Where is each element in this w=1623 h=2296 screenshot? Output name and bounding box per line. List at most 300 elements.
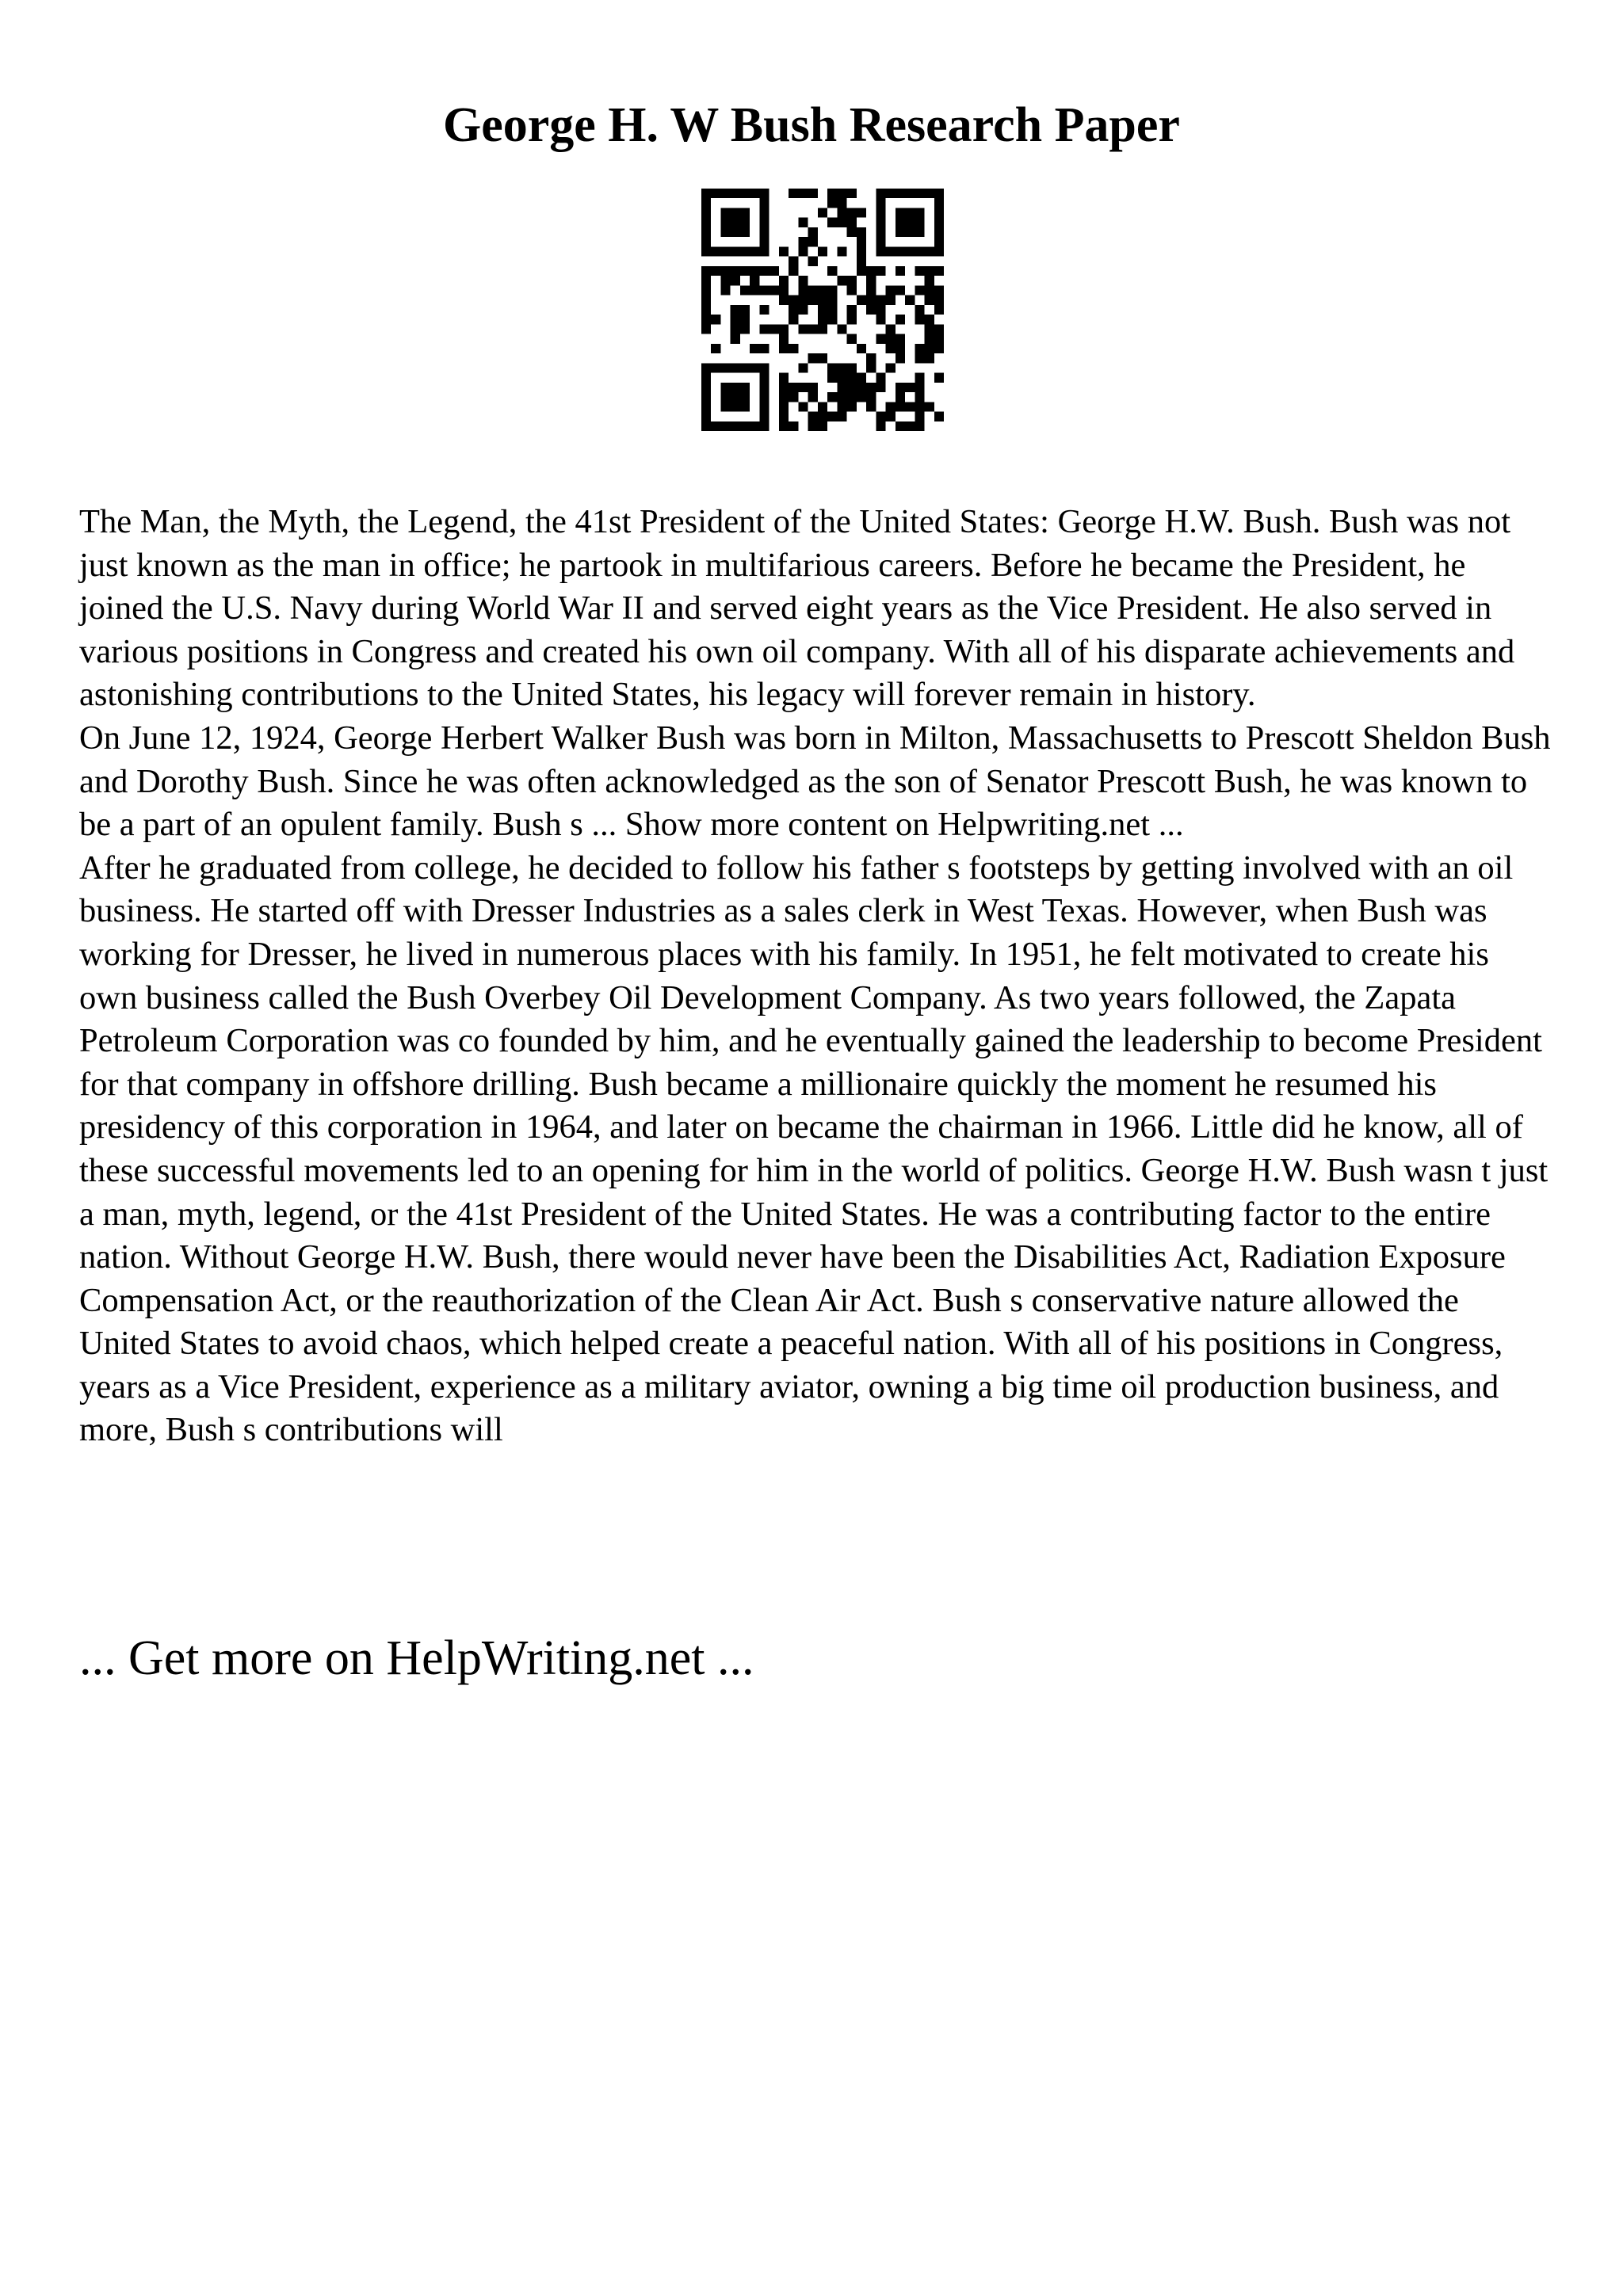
qr-module (847, 383, 857, 392)
qr-module (798, 285, 808, 295)
qr-module (731, 276, 740, 285)
qr-module (827, 373, 837, 383)
qr-module (934, 373, 944, 383)
qr-module (701, 266, 711, 276)
qr-module (896, 218, 905, 227)
qr-module (740, 324, 750, 334)
qr-module (731, 208, 740, 217)
qr-module (731, 402, 740, 411)
qr-module (915, 246, 924, 256)
qr-module (934, 324, 944, 334)
qr-module (740, 208, 750, 217)
qr-module (769, 266, 779, 276)
qr-module (701, 296, 711, 305)
qr-module (857, 373, 866, 383)
qr-module (759, 208, 769, 217)
qr-module (731, 218, 740, 227)
qr-module (731, 383, 740, 392)
qr-module (876, 305, 885, 315)
qr-module (759, 392, 769, 402)
qr-module (866, 266, 876, 276)
qr-module (720, 402, 730, 411)
qr-module (818, 421, 827, 431)
qr-module (925, 296, 934, 305)
qr-module (798, 305, 808, 315)
qr-module (905, 218, 915, 227)
qr-module (711, 421, 720, 431)
qr-module (740, 363, 750, 372)
qr-module (759, 285, 769, 295)
qr-module (740, 421, 750, 431)
qr-module (720, 218, 730, 227)
qr-module (769, 285, 779, 295)
qr-module (701, 208, 711, 217)
qr-module (837, 324, 846, 334)
qr-module (779, 276, 789, 285)
qr-module (886, 324, 896, 334)
qr-module (701, 285, 711, 295)
qr-module (837, 198, 846, 208)
qr-module (886, 334, 896, 344)
qr-module (896, 392, 905, 402)
qr-module (847, 373, 857, 383)
qr-module (759, 198, 769, 208)
qr-module (837, 276, 846, 285)
qr-module (915, 412, 924, 421)
qr-module (798, 296, 808, 305)
qr-module (759, 246, 769, 256)
qr-module (876, 218, 885, 227)
qr-module (847, 227, 857, 237)
qr-module (720, 189, 730, 198)
qr-module (857, 227, 866, 237)
qr-module (798, 246, 808, 256)
qr-module (769, 324, 779, 334)
qr-module (915, 344, 924, 353)
qr-module (740, 266, 750, 276)
qr-module (915, 305, 924, 315)
qr-module (934, 296, 944, 305)
qr-module (779, 392, 789, 402)
qr-module (701, 315, 711, 324)
document-body (79, 501, 1553, 1452)
paragraph-early-life: On June 12, 1924, George Herbert Walker Bush was born in Milton, Massachusetts to Prescott Sheldon Bush and Dorothy Bush. Since he was often acknowledged as the son of Senator Prescott Bush, he was known to be a part of an opulent family. Bush s ... Show more content on Helpwriting.net ... (79, 719, 1551, 844)
qr-module (847, 285, 857, 295)
qr-module (827, 392, 837, 402)
qr-module (925, 189, 934, 198)
qr-module (789, 315, 798, 324)
qr-module (808, 392, 818, 402)
qr-module (876, 189, 885, 198)
qr-module (857, 208, 866, 217)
qr-module (886, 412, 896, 421)
qr-module (789, 296, 798, 305)
qr-module (827, 266, 837, 276)
qr-module (847, 218, 857, 227)
qr-module (925, 344, 934, 353)
qr-module (896, 402, 905, 411)
qr-module (847, 363, 857, 372)
qr-module (759, 373, 769, 383)
qr-module (720, 383, 730, 392)
qr-module (750, 276, 759, 285)
qr-module (759, 383, 769, 392)
qr-module (701, 276, 711, 285)
qr-module (740, 227, 750, 237)
qr-module (934, 285, 944, 295)
qr-module (731, 363, 740, 372)
qr-module (731, 227, 740, 237)
qr-module (847, 402, 857, 411)
qr-module (915, 208, 924, 217)
qr-module (731, 189, 740, 198)
qr-module (934, 218, 944, 227)
qr-module (896, 334, 905, 344)
qr-module (925, 246, 934, 256)
qr-module (720, 266, 730, 276)
qr-module (857, 344, 866, 353)
qr-module (701, 324, 711, 334)
qr-module (808, 353, 818, 363)
qr-module (701, 198, 711, 208)
qr-module (886, 246, 896, 256)
qr-module (808, 257, 818, 266)
qr-module (847, 315, 857, 324)
qr-module (711, 189, 720, 198)
qr-module (896, 189, 905, 198)
qr-module (731, 266, 740, 276)
qr-module (740, 402, 750, 411)
qr-module (934, 227, 944, 237)
qr-module (779, 421, 789, 431)
qr-module (837, 189, 846, 198)
qr-module (827, 305, 837, 315)
qr-module (701, 421, 711, 431)
qr-module (818, 324, 827, 334)
qr-module (701, 189, 711, 198)
qr-module (866, 402, 876, 411)
qr-module (808, 296, 818, 305)
qr-module (857, 383, 866, 392)
qr-module (808, 421, 818, 431)
qr-module (750, 266, 759, 276)
qr-module (905, 227, 915, 237)
qr-module (876, 266, 885, 276)
qr-module (876, 412, 885, 421)
qr-module (866, 296, 876, 305)
qr-module (896, 208, 905, 217)
qr-module (789, 189, 798, 198)
qr-module (808, 324, 818, 334)
qr-module (934, 266, 944, 276)
qr-module (925, 266, 934, 276)
qr-module (711, 363, 720, 372)
qr-module (925, 276, 934, 285)
qr-module (837, 363, 846, 372)
qr-module (818, 296, 827, 305)
qr-module (827, 218, 837, 227)
qr-module (759, 412, 769, 421)
qr-module (866, 363, 876, 372)
qr-module (818, 208, 827, 217)
qr-module (905, 421, 915, 431)
qr-module (720, 392, 730, 402)
qr-module (750, 246, 759, 256)
qr-module (925, 315, 934, 324)
qr-module (779, 324, 789, 334)
qr-module (759, 237, 769, 246)
qr-module (720, 285, 730, 295)
qr-module (818, 412, 827, 421)
qr-module (915, 392, 924, 402)
qr-module (759, 363, 769, 372)
qr-module (720, 276, 730, 285)
qr-module (934, 237, 944, 246)
qr-module (915, 373, 924, 383)
qr-module (925, 285, 934, 295)
qr-module (915, 189, 924, 198)
qr-module (905, 296, 915, 305)
qr-module (740, 383, 750, 392)
qr-module (701, 305, 711, 315)
qr-module (847, 305, 857, 315)
qr-module (759, 227, 769, 237)
qr-module (886, 402, 896, 411)
qr-module (827, 198, 837, 208)
qr-module (701, 363, 711, 372)
paragraph-intro: The Man, the Myth, the Legend, the 41st President of the United States: George H.W. Bush. Bush was not just known as the man in office; he partook in multifarious careers. Before he became the President, he joined the U.S. Navy during World War II and served eight years as the Vice President. He also served in various positions in Congress and created his own oil company. With all of his disparate achievements and astonishing contributions to the United States, his legacy will forever remain in history. (79, 503, 1515, 714)
qr-module (701, 246, 711, 256)
qr-module (731, 392, 740, 402)
qr-module (789, 344, 798, 353)
qr-module (886, 363, 896, 372)
qr-module (837, 246, 846, 256)
qr-module (866, 392, 876, 402)
qr-module (925, 353, 934, 363)
qr-module (808, 383, 818, 392)
qr-module (915, 353, 924, 363)
qr-module (886, 344, 896, 353)
qr-module (876, 246, 885, 256)
qr-module (701, 402, 711, 411)
qr-module (731, 246, 740, 256)
qr-module (731, 324, 740, 334)
qr-module (847, 276, 857, 285)
qr-module (779, 383, 789, 392)
qr-module (818, 353, 827, 363)
qr-module (779, 334, 789, 344)
qr-module (876, 315, 885, 324)
qr-module (808, 227, 818, 237)
qr-module (827, 412, 837, 421)
qr-module (866, 353, 876, 363)
qr-module (866, 285, 876, 295)
qr-module (731, 315, 740, 324)
qr-module (818, 402, 827, 411)
qr-module (915, 285, 924, 295)
qr-module (818, 315, 827, 324)
qr-module (818, 246, 827, 256)
qr-module (905, 246, 915, 256)
qr-module (808, 412, 818, 421)
qr-module (896, 266, 905, 276)
qr-module (701, 237, 711, 246)
qr-module (876, 421, 885, 431)
qr-module (818, 305, 827, 315)
qr-module (711, 315, 720, 324)
qr-module (876, 227, 885, 237)
qr-module (798, 402, 808, 411)
qr-module (720, 363, 730, 372)
qr-module (934, 412, 944, 421)
qr-module (866, 276, 876, 285)
qr-module (896, 227, 905, 237)
get-more-link[interactable]: ... Get more on HelpWriting.net ... (79, 1631, 754, 1685)
qr-module (789, 421, 798, 431)
qr-module (896, 344, 905, 353)
qr-module (808, 285, 818, 295)
qr-module (827, 285, 837, 295)
qr-module (750, 189, 759, 198)
qr-module (857, 237, 866, 246)
qr-module (779, 246, 789, 256)
qr-module (934, 305, 944, 315)
qr-module (779, 373, 789, 383)
qr-module (740, 305, 750, 315)
qr-module (886, 189, 896, 198)
qr-module (915, 421, 924, 431)
qr-module (808, 237, 818, 246)
qr-module (915, 218, 924, 227)
qr-module (837, 208, 846, 217)
qr-module (896, 353, 905, 363)
qr-module (740, 218, 750, 227)
qr-module (759, 344, 769, 353)
qr-module (759, 402, 769, 411)
qr-module (798, 363, 808, 372)
qr-module (847, 392, 857, 402)
qr-module (896, 383, 905, 392)
qr-module (701, 383, 711, 392)
qr-module (876, 198, 885, 208)
qr-module (876, 237, 885, 246)
qr-module (779, 402, 789, 411)
qr-module (925, 324, 934, 334)
qr-module (837, 402, 846, 411)
qr-module (731, 334, 740, 344)
qr-module (750, 421, 759, 431)
qr-module (711, 344, 720, 353)
qr-module (779, 412, 789, 421)
qr-module (779, 296, 789, 305)
qr-module (847, 334, 857, 344)
qr-module (711, 246, 720, 256)
qr-module (798, 218, 808, 227)
qr-module (759, 189, 769, 198)
qr-module (701, 218, 711, 227)
qr-module (759, 266, 769, 276)
qr-module (934, 208, 944, 217)
page-title: George H. W Bush Research Paper (443, 98, 1180, 152)
qr-module (934, 198, 944, 208)
qr-module (866, 383, 876, 392)
qr-module (915, 383, 924, 392)
qr-module (827, 315, 837, 324)
qr-module (857, 246, 866, 256)
qr-module (847, 208, 857, 217)
qr-module (740, 246, 750, 256)
qr-module (789, 305, 798, 315)
qr-module (876, 383, 885, 392)
qr-module (857, 296, 866, 305)
qr-module (750, 285, 759, 295)
qr-module (876, 296, 885, 305)
qr-module (876, 373, 885, 383)
qr-module (866, 305, 876, 315)
qr-module (750, 363, 759, 372)
qr-module (759, 218, 769, 227)
qr-module (896, 285, 905, 295)
qr-module (789, 383, 798, 392)
qr-module (720, 421, 730, 431)
qr-module (876, 208, 885, 217)
qr-module (827, 189, 837, 198)
qr-module (720, 208, 730, 217)
qr-module (720, 227, 730, 237)
qr-module (857, 392, 866, 402)
qr-module (740, 315, 750, 324)
qr-module (798, 383, 808, 392)
qr-module (934, 344, 944, 353)
qr-module (934, 246, 944, 256)
qr-module (905, 402, 915, 411)
qr-module (798, 276, 808, 285)
qr-module (750, 344, 759, 353)
qr-module (731, 305, 740, 315)
qr-module (701, 412, 711, 421)
qr-module (808, 189, 818, 198)
qr-module (905, 208, 915, 217)
qr-module (759, 324, 769, 334)
qr-module (896, 246, 905, 256)
qr-module (731, 421, 740, 431)
qr-module (789, 257, 798, 266)
qr-module (886, 296, 896, 305)
qr-module (701, 373, 711, 383)
qr-module (905, 189, 915, 198)
qr-module (934, 334, 944, 344)
qr-module (720, 246, 730, 256)
qr-module (915, 227, 924, 237)
qr-module (701, 227, 711, 237)
qr-module (886, 285, 896, 295)
qr-module (701, 392, 711, 402)
qr-module (818, 285, 827, 295)
qr-module (759, 305, 769, 315)
qr-module (789, 392, 798, 402)
qr-module (798, 237, 808, 246)
qr-module (847, 189, 857, 198)
qr-module (789, 266, 798, 276)
qr-module (915, 266, 924, 276)
qr-module (827, 363, 837, 372)
qr-module (759, 421, 769, 431)
qr-module (740, 392, 750, 402)
qr-module (798, 324, 808, 334)
qr-module (896, 315, 905, 324)
qr-module (779, 344, 789, 353)
qr-module (925, 334, 934, 344)
